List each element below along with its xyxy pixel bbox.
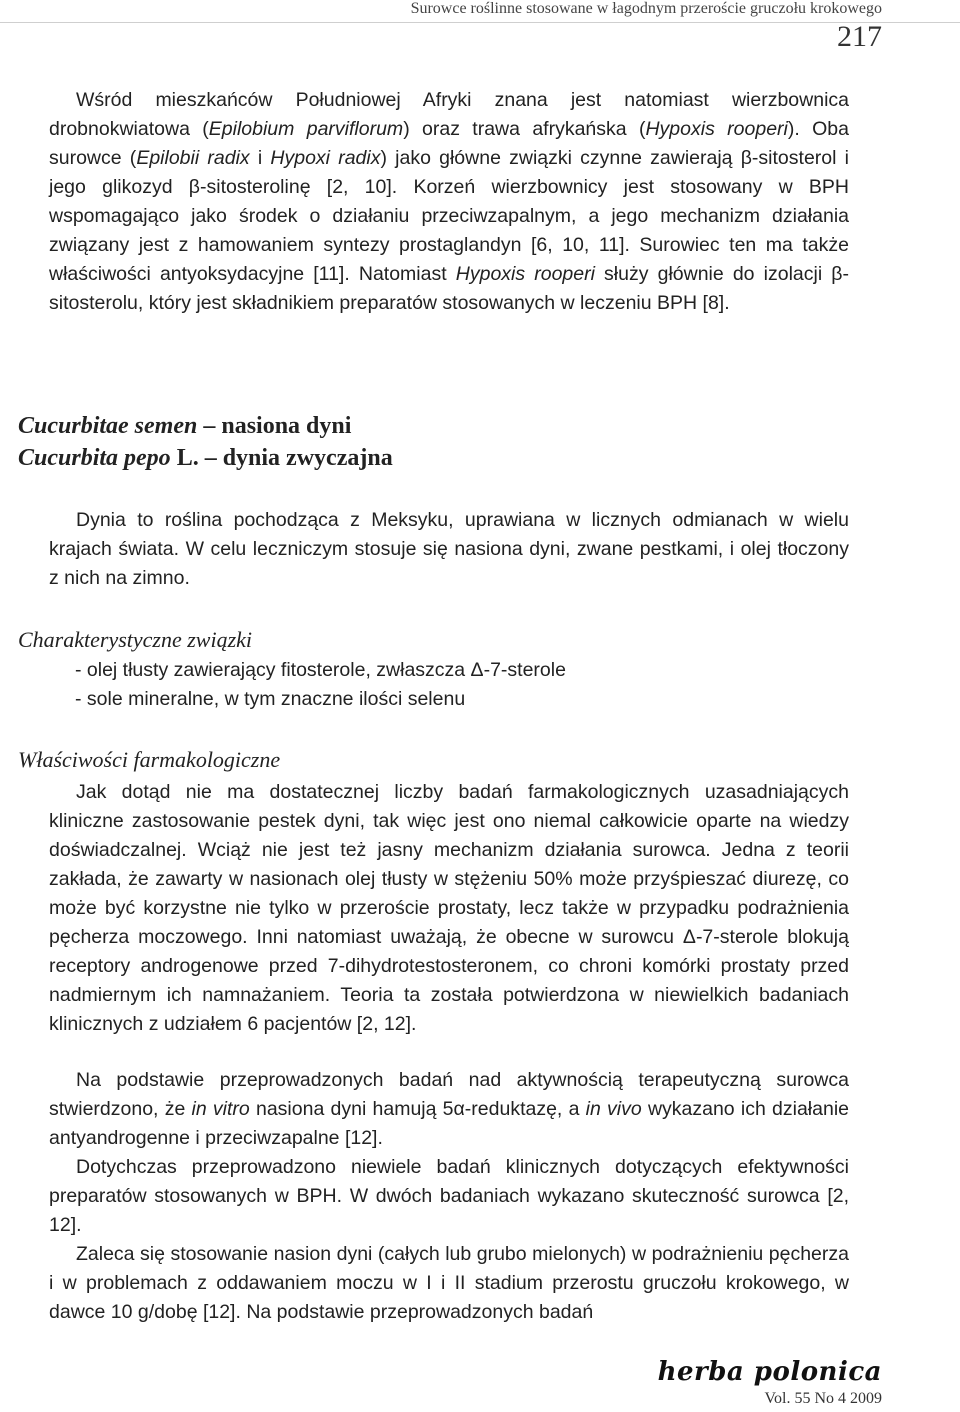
pharmacology-paragraph-2: Na podstawie przeprowadzonych badań nad aktywnością terapeutyczną surowca stwierdzono, że in vitro nasiona dyni hamują 5α-reduktazę, a in vivo wykazano ich działanie antyandrogenne i przeciwzapalne [12]. [49, 1069, 849, 1149]
pharmacology-paragraph-4: Zaleca się stosowanie nasion dyni (całych lub grubo mielonych) w podrażnieniu pęcherza i w problemach z oddawaniem moczu w I i II stadium przerostu gruczołu krokowego, w dawce 10 g/dobę [12]. Na podstawie przeprowadzonych badań [49, 1243, 849, 1323]
intro-paragraph: Wśród mieszkańców Południowej Afryki znana jest natomiast wierzbownica drobnokwiatowa (Epilobium parviflorum) oraz trawa afrykańska (Hypoxis rooperi). Oba surowce (Epilobii radix i Hypoxi radix) jako główne związki czynne zawierają β-sitosterol i jego glikozyd β-sitosterolinę [2, 10]. Korzeń wierzbownicy jest stosowany w BPH wspomagająco jako środek o działaniu przeciwzapalnym, a jego mechanizm działania związany jest z hamowaniem syntezy prostaglandyn [6, 10, 11]. Surowiec ten ma także właściwości antyoksydacyjne [11]. Natomiast Hypoxis rooperi służy głównie do izolacji β-sitosterolu, który jest składnikiem preparatów stosowanych w leczeniu BPH [8]. [49, 89, 849, 314]
species-heading: Cucurbitae semen – nasiona dyni Cucurbita pepo L. – dynia zwyczajna [18, 413, 393, 471]
compounds-heading: Charakterystyczne związki [18, 627, 253, 652]
page-number: 217 [837, 20, 882, 53]
journal-issue: Vol. 55 No 4 2009 [764, 1390, 882, 1407]
header-rule [0, 22, 960, 23]
compound-item-1: - olej tłusty zawierający fitosterole, zwłaszcza Δ-7-sterole [75, 659, 566, 681]
species-description: Dynia to roślina pochodząca z Meksyku, uprawiana w licznych odmianach w wielu krajach świata. W celu leczniczym stosuje się nasiona dyni, zwane pestkami, i olej tłoczony z nich na zimno. [49, 509, 849, 589]
pharmacology-paragraph-1: Jak dotąd nie ma dostatecznej liczby badań farmakologicznych uzasadniających kliniczne zastosowanie pestek dyni, tak więc jest ono niemal całkowicie oparte na wiedzy doświadczalnej. Wciąż nie jest też jasny mechanizm działania surowca. Jedna z teorii zakłada, że zawarty w nasionach olej tłusty w stężeniu 50% może przyśpieszać diurezę, co może być korzystne nie tylko w przeroście prostaty, lecz także w przypadku podrażnienia pęcherza moczowego. Inni natomiast uważają, że obecne w surowcu Δ-7-sterole blokują receptory androgenowe przed 7-dihydrotestosteronem, co chroni komórki prostaty przed nadmiernym ich namnażaniem. Teoria ta została potwierdzona w niewielkich badaniach klinicznych z udziałem 6 pacjentów [2, 12]. [49, 781, 849, 1035]
journal-logo: herba polonica [657, 1357, 882, 1387]
compound-item-2: - sole mineralne, w tym znaczne ilości selenu [75, 688, 466, 710]
pharmacology-heading: Właściwości farmakologiczne [18, 747, 281, 772]
pharmacology-paragraph-3: Dotychczas przeprowadzono niewiele badań klinicznych dotyczących efektywności preparatów stosowanych w BPH. W dwóch badaniach wykazano skuteczność surowca [2, 12]. [49, 1156, 849, 1236]
running-title: Surowce roślinne stosowane w łagodnym przeroście gruczołu krokowego [410, 0, 882, 17]
